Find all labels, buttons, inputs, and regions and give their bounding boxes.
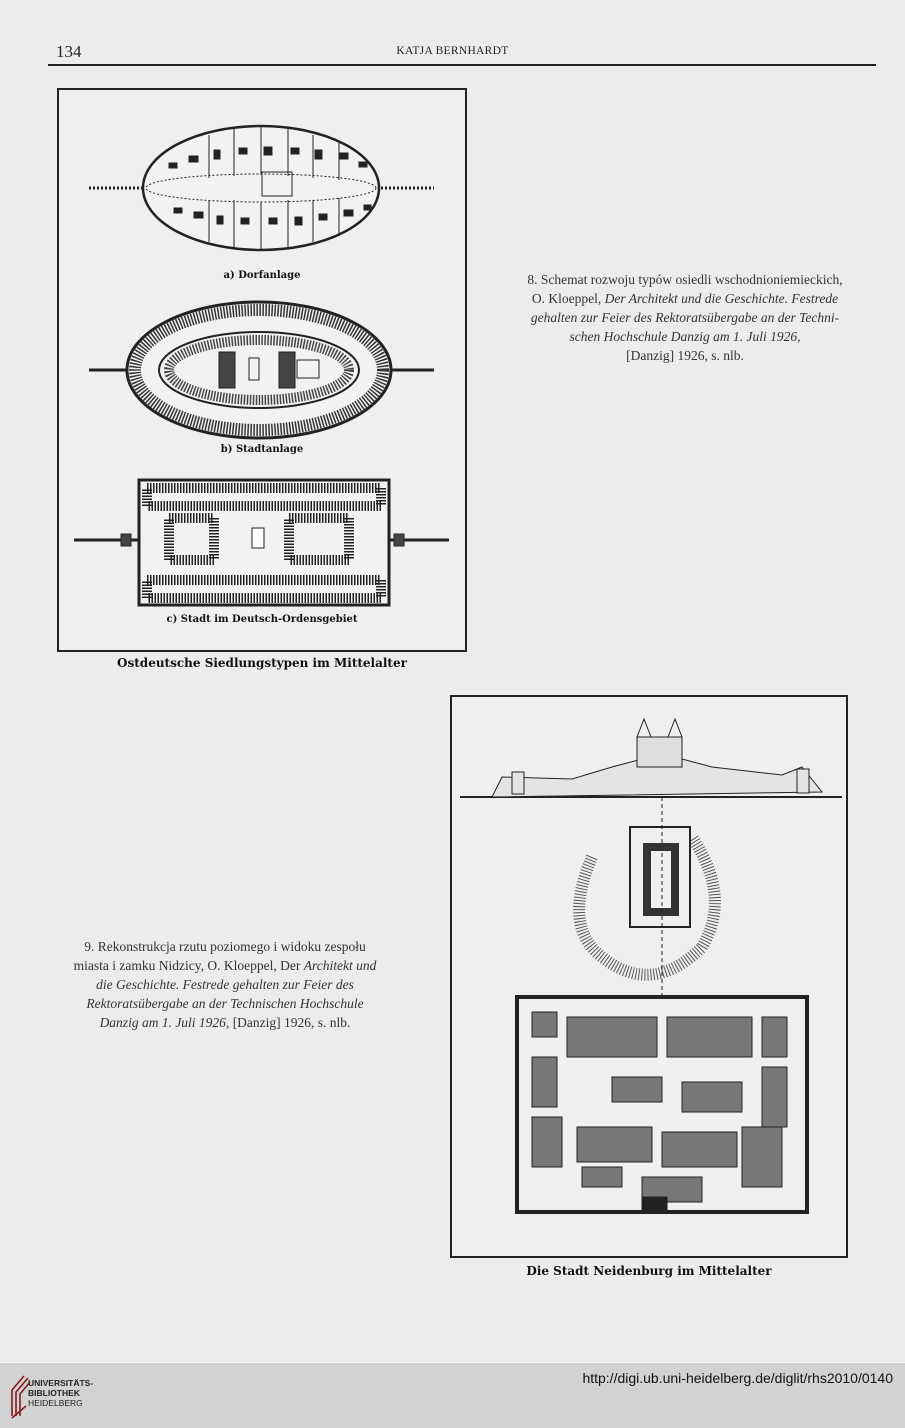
caption-title: Der Architekt und die Geschichte. Festrede (604, 291, 839, 306)
figure2-title: Die Stadt Neidenburg im Mittelalter (526, 1264, 772, 1278)
order-town-plan (74, 480, 449, 605)
town-view (460, 719, 842, 797)
caption-title: Architekt und (303, 958, 377, 973)
caption-title: die Geschichte. Festrede gehalten zur Feier des (96, 977, 354, 992)
town-plan (89, 302, 434, 438)
source-url-link[interactable]: http://digi.ub.uni-heidelberg.de/diglit/rhs2010/0140 (582, 1370, 893, 1386)
town-plan (517, 997, 807, 1212)
caption-line (485, 327, 885, 346)
neidenburg-drawing (452, 697, 846, 1256)
header-rule (48, 64, 876, 66)
caption-title: Danzig am 1. Juli 1926 (99, 1015, 226, 1030)
library-logo-text (28, 1378, 93, 1408)
caption-line: 8. Schemat rozwoju typów osiedli wschodnioniemieckich, (527, 272, 843, 287)
settlement-plans-drawing (59, 90, 465, 650)
label-village: a) Dorfanlage (223, 270, 301, 281)
caption-line (45, 956, 405, 975)
running-head: KATJA BERNHARDT (396, 45, 509, 57)
caption-line (45, 1013, 405, 1032)
page-number: 134 (56, 42, 82, 61)
caption-line (485, 308, 885, 327)
caption-title: Rektoratsübergabe an der Technischen Hochschule (86, 996, 364, 1011)
caption-line: [Danzig] 1926, s. nlb. (626, 348, 744, 363)
figure-neidenburg (450, 695, 848, 1258)
logo-line: HEIDELBERG (28, 1398, 83, 1408)
caption-line: 9. Rekonstrukcja rzutu poziomego i widoku zespołu (84, 939, 366, 954)
figure1-title: Ostdeutsche Siedlungstypen im Mittelalter (117, 656, 407, 670)
castle-plan (579, 797, 715, 997)
caption-title: gehalten zur Feier des Rektoratsübergabe an der Techni- (530, 310, 840, 325)
caption-line (45, 994, 405, 1013)
label-town: b) Stadtanlage (220, 444, 304, 455)
caption-title: schen Hochschule Danzig am 1. Juli 1926, (569, 329, 801, 344)
caption-imprint: , [Danzig] 1926, s. nlb. (225, 1015, 351, 1030)
label-order-town: c) Stadt im Deutsch-Ordensgebiet (166, 614, 358, 625)
caption-author: O. Kloeppel, (531, 291, 605, 306)
figure-settlement-types (57, 88, 467, 652)
logo-line: UNIVERSITÄTS- (28, 1378, 94, 1388)
caption-figure-9 (45, 937, 405, 1032)
caption-line (45, 975, 405, 994)
caption-line (485, 289, 885, 308)
caption-author: miasta i zamku Nidzicy, O. Kloeppel, Der (73, 958, 304, 973)
logo-line: BIBLIOTHEK (28, 1388, 80, 1398)
village-plan (89, 126, 434, 250)
caption-figure-8 (485, 270, 885, 365)
